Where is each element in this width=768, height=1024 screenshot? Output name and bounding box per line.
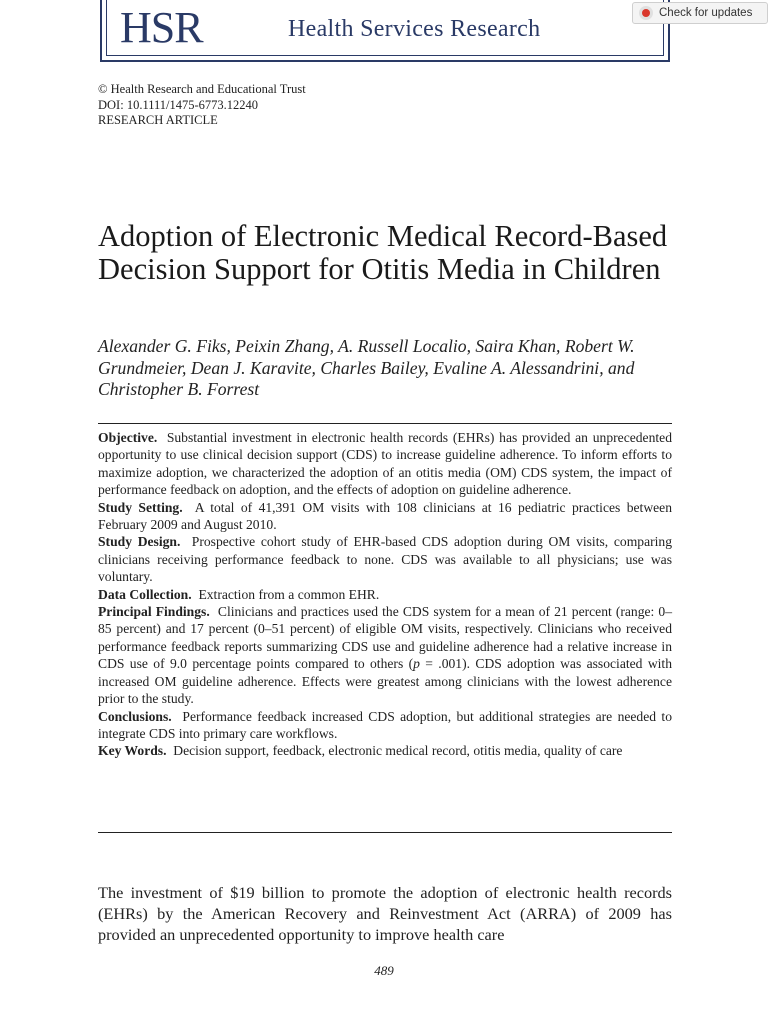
- abstract-findings: [98, 603, 672, 707]
- author-list: Alexander G. Fiks, Peixin Zhang, A. Russell Localio, Saira Khan, Robert W. Grundmeier, Dean J. Karavite, Charles Bailey, Evaline A. Alessandrini, and Christopher B. Forrest: [98, 336, 635, 399]
- conclusions-label: Conclusions.: [98, 708, 172, 724]
- article-meta: [98, 82, 306, 129]
- hsr-logo: HSR: [120, 3, 203, 52]
- abstract-keywords: [98, 742, 672, 759]
- doi-line: DOI: 10.1111/1475-6773.12240: [98, 97, 259, 112]
- check-for-updates-label: Check for updates: [659, 7, 753, 19]
- journal-banner: [100, 0, 670, 62]
- article-title: Adoption of Electronic Medical Record-Based Decision Support for Otitis Media in Children: [98, 219, 668, 286]
- keywords-label: Key Words.: [98, 743, 167, 759]
- check-for-updates-button[interactable]: [632, 2, 768, 24]
- abstract-objective: [98, 429, 672, 499]
- setting-label: Study Setting.: [98, 499, 183, 515]
- abstract-setting: [98, 499, 672, 534]
- design-text: Prospective cohort study of EHR-based CDS adoption during OM visits, comparing clinicians receiving performance feedback to none. CDS was available to all physicians; use was voluntary.: [98, 534, 673, 585]
- copyright-line: © Health Research and Educational Trust: [98, 82, 306, 96]
- findings-p-symbol: p: [413, 656, 420, 672]
- abstract: [98, 429, 672, 760]
- collection-label: Data Collection.: [98, 586, 192, 602]
- findings-text-2: = .001). CDS adoption was associated with increased OM guideline adherence. Effects were greatest among clinicians with the lowest adherence prior to the study.: [98, 656, 672, 707]
- abstract-conclusions: [98, 708, 672, 743]
- keywords-text: Decision support, feedback, electronic medical record, otitis media, quality of care: [173, 743, 623, 759]
- findings-label: Principal Findings.: [98, 604, 210, 620]
- setting-text: A total of 41,391 OM visits with 108 clinicians at 16 pediatric practices between February 2009 and August 2010.: [98, 499, 673, 533]
- intro-paragraph: The investment of $19 billion to promote the adoption of electronic health records (EHRs) by the American Recovery and Reinvestment Act (ARRA) of 2009 has provided an unprecedented opportunity to improve health care: [98, 883, 672, 945]
- article-type: RESEARCH ARTICLE: [98, 113, 218, 127]
- objective-label: Objective.: [98, 430, 158, 445]
- abstract-bottom-rule: [98, 832, 672, 833]
- conclusions-text: Performance feedback increased CDS adoption, but additional strategies are needed to integrate CDS into primary care workflows.: [98, 708, 672, 741]
- design-label: Study Design.: [98, 534, 181, 550]
- objective-text: Substantial investment in electronic health records (EHRs) has provided an unprecedented opportunity to use clinical decision support (CDS) to increase guideline adherence. To inform efforts to maximize adoption, we characterized the adoption of an otitis media (OM) CDS system, the impact of performance feedback on adoption, and the effects of adoption on guideline adherence.: [98, 430, 672, 498]
- abstract-design: [98, 533, 672, 585]
- page-number: 489: [374, 963, 394, 978]
- abstract-top-rule: [98, 423, 672, 424]
- journal-name: Health Services Research: [288, 16, 541, 42]
- crossmark-icon: [639, 6, 653, 20]
- abstract-collection: [98, 586, 672, 603]
- findings-text-1: Clinicians and practices used the CDS system for a mean of 21 percent (range: 0–85 percent) and 17 percent (0–51 percent) of eligible OM visits, respectively. Clinicians who received performance feedback reports summarizing CDS use and guideline adherence had a relative increase in CDS use of 9.0 percentage points compared to others (: [98, 604, 673, 672]
- collection-text: Extraction from a common EHR.: [198, 586, 380, 602]
